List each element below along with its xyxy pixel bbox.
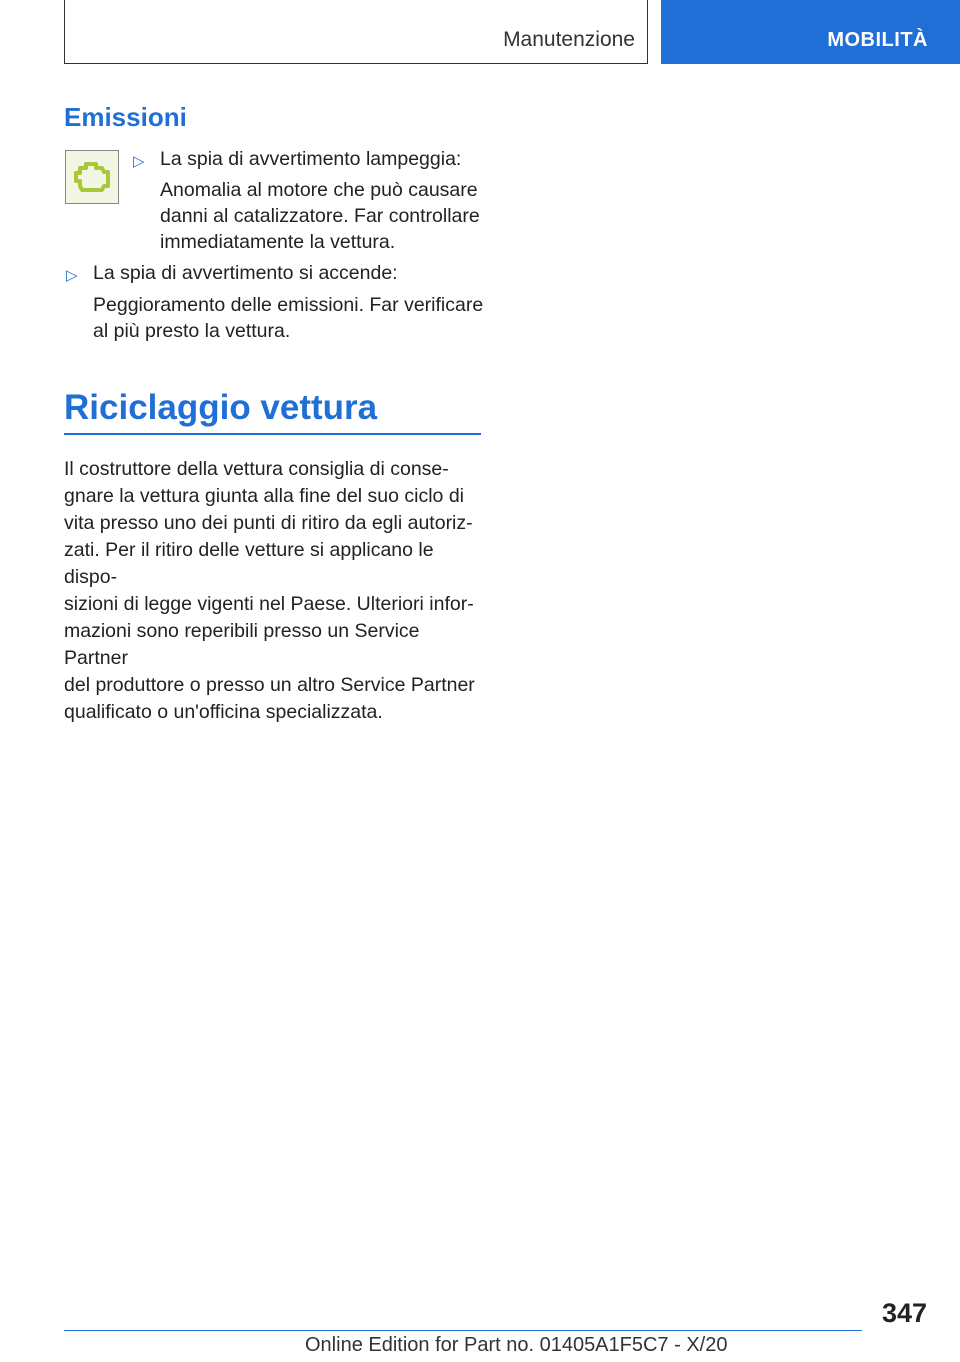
- item-1-line-3: immediatamente la vettura.: [160, 231, 396, 253]
- title-underline: [64, 433, 481, 435]
- item-2-condition: La spia di avvertimento si accende:: [93, 262, 398, 284]
- item-2-line-2: al più presto la vettura.: [93, 320, 291, 342]
- footer-edition-text: Online Edition for Part no. 01405A1F5C7 - X/20: [305, 1334, 728, 1356]
- recycling-paragraph: Il costruttore della vettura consiglia di conse- gnare la vettura giunta alla fine del suo ciclo di vita presso uno dei punti di ritiro da egli autoriz- zati. Per il ritiro delle vetture si applicano le dispo- sizioni di legge vigenti nel Paese. Ulteriori infor- mazioni sono reperibili presso un Service Partner del produttore o presso un altro Service Partner qualificato o un'officina specializzata.: [64, 458, 475, 723]
- item-2-line-1: Peggioramento delle emissioni. Far verificare: [93, 294, 484, 316]
- item-1-line-1: Anomalia al motore che può causare: [160, 179, 478, 201]
- check-engine-warning-icon: [65, 150, 119, 204]
- page-number: 347: [881, 1298, 927, 1328]
- chapter-tab-label: MOBILITÀ: [827, 29, 928, 51]
- item-1-condition: La spia di avvertimento lampeggia:: [160, 148, 462, 170]
- header-section-title: Manutenzione: [503, 28, 635, 51]
- chapter-tab[interactable]: [661, 0, 960, 64]
- bullet-triangle-icon: ▷: [66, 267, 78, 284]
- section-title-recycling: Riciclaggio vettura: [64, 388, 378, 427]
- section-title-emissions: Emissioni: [64, 102, 187, 132]
- item-1-line-2: danni al catalizzatore. Far controllare: [160, 205, 480, 227]
- footer-divider: [64, 1330, 862, 1331]
- header-section-box: [64, 0, 648, 64]
- bullet-triangle-icon: ▷: [133, 153, 145, 170]
